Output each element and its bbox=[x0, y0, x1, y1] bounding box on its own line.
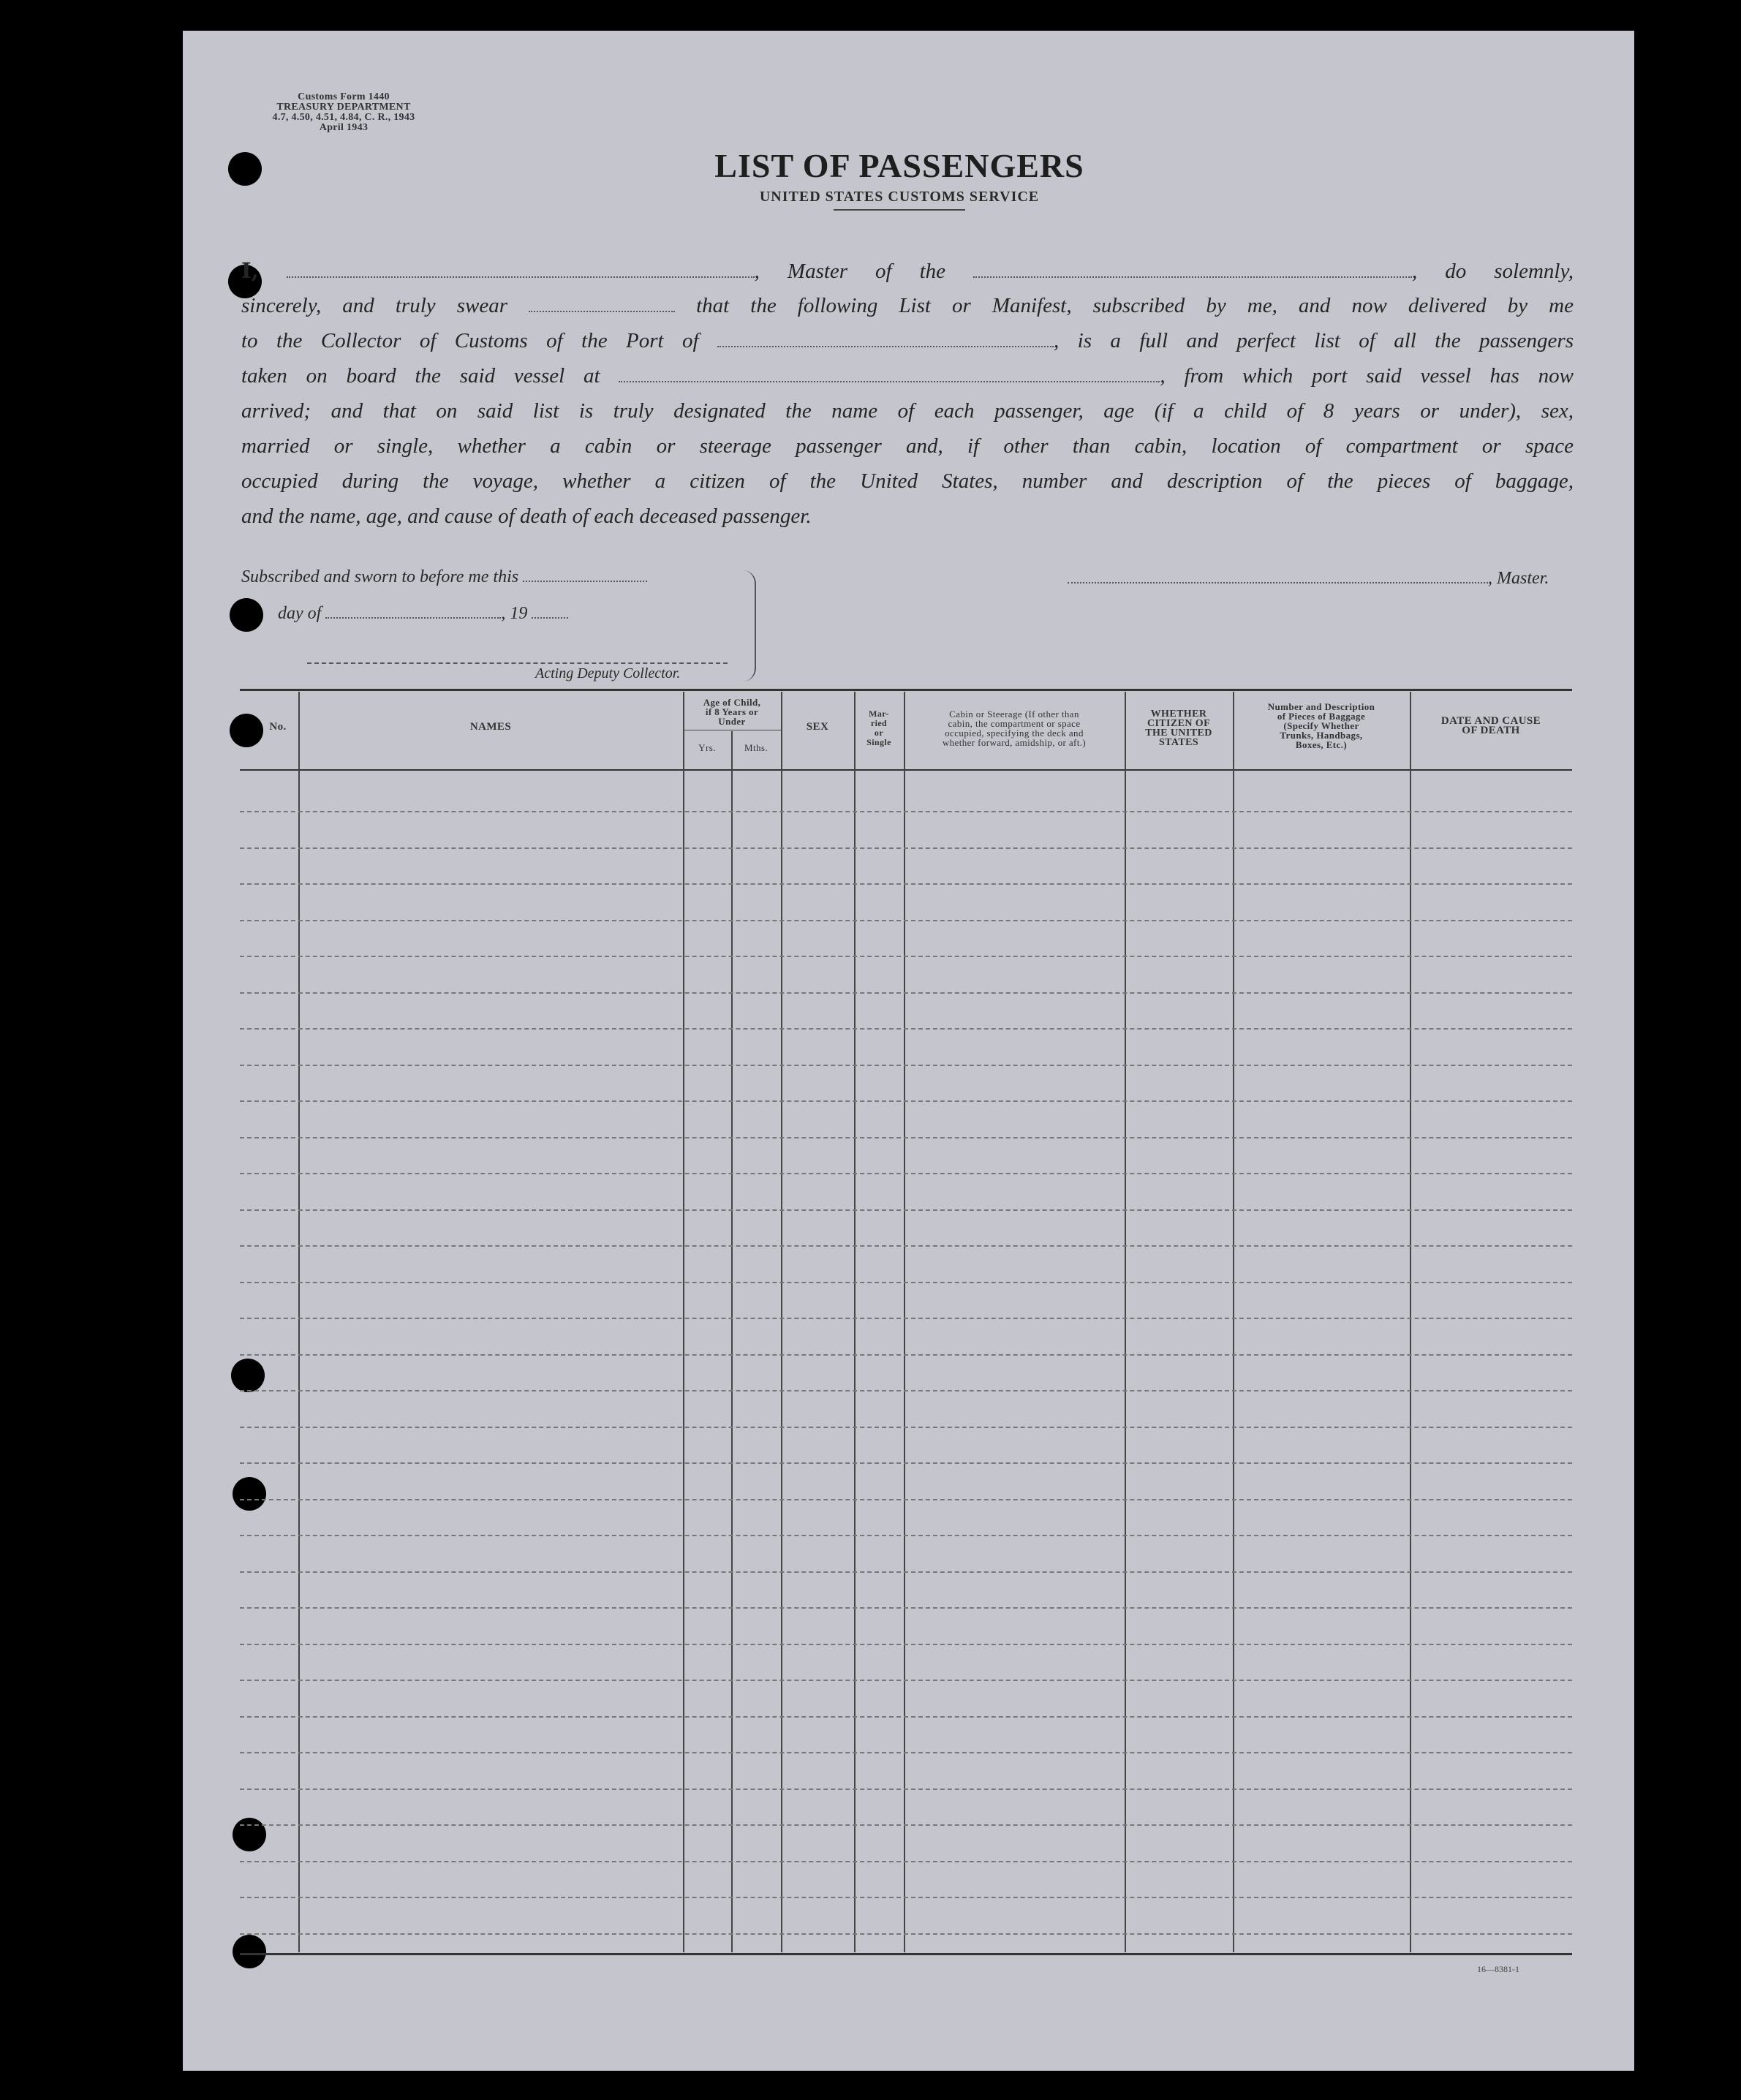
header-text: occupied, specifying the deck and bbox=[945, 728, 1084, 739]
table-row[interactable] bbox=[240, 1427, 1572, 1428]
table-row[interactable] bbox=[240, 1282, 1572, 1283]
table-row[interactable] bbox=[240, 1209, 1572, 1211]
header-text: or bbox=[874, 728, 884, 738]
oath-text: , do solemnly, bbox=[1412, 260, 1574, 283]
oath-text: sincerely, and truly swear bbox=[241, 294, 507, 317]
header-text: Cabin or Steerage (If other than bbox=[949, 709, 1079, 719]
table-row[interactable] bbox=[240, 1933, 1572, 1935]
subscribed-label: Subscribed and sworn to before me this bbox=[241, 567, 519, 586]
brace bbox=[743, 570, 756, 681]
oath-paragraph bbox=[241, 253, 1574, 534]
table-row[interactable] bbox=[240, 956, 1572, 957]
table-row[interactable] bbox=[240, 1824, 1572, 1826]
header-text: WHETHER bbox=[1150, 709, 1207, 719]
table-header-rule bbox=[240, 769, 1572, 771]
col-header-citizen bbox=[1125, 709, 1233, 747]
department: TREASURY DEPARTMENT bbox=[276, 102, 411, 113]
col-header-married bbox=[854, 709, 904, 747]
table-row[interactable] bbox=[240, 1390, 1572, 1391]
col-header-mths: Mths. bbox=[744, 742, 768, 753]
header-text: Trunks, Handbags, bbox=[1280, 730, 1363, 741]
sworn-month-field[interactable] bbox=[325, 605, 501, 619]
header-text: Single bbox=[866, 737, 891, 747]
oath-text: I, bbox=[241, 258, 259, 283]
oath-text: , from which port said vessel has now bbox=[1160, 364, 1574, 388]
table-row[interactable] bbox=[240, 1354, 1572, 1356]
column-divider bbox=[1125, 692, 1126, 1952]
col-header-cabin bbox=[905, 709, 1123, 747]
oath-text: arrived; and that on said list is truly designated the name of each passenger, age (if a child of 8 years or under), sex, bbox=[241, 399, 1574, 423]
year-label: , 19 bbox=[501, 604, 528, 623]
header-text: Age of Child, bbox=[703, 697, 761, 708]
table-row[interactable] bbox=[240, 1897, 1572, 1898]
col-header-baggage bbox=[1233, 702, 1410, 749]
table-row[interactable] bbox=[240, 1499, 1572, 1500]
sworn-year-field[interactable] bbox=[532, 605, 568, 619]
table-row[interactable] bbox=[240, 1680, 1572, 1681]
table-row[interactable] bbox=[240, 1752, 1572, 1753]
col-header-no: No. bbox=[269, 721, 287, 733]
column-divider bbox=[1233, 692, 1234, 1952]
table-row[interactable] bbox=[240, 1789, 1572, 1790]
page-title: LIST OF PASSENGERS bbox=[714, 147, 1084, 184]
master-signature-line bbox=[1068, 566, 1549, 589]
header-text: ried bbox=[870, 718, 888, 728]
print-code: 16—8381-1 bbox=[1477, 1964, 1519, 1974]
oath-text: to the Collector of Customs of the Port of bbox=[241, 329, 699, 352]
passenger-table bbox=[240, 689, 1572, 1955]
col-header-sex: SEX bbox=[806, 721, 829, 733]
col-header-yrs: Yrs. bbox=[698, 742, 716, 753]
day-of-line bbox=[278, 604, 568, 624]
header-text: of Pieces of Baggage bbox=[1277, 711, 1366, 722]
table-row[interactable] bbox=[240, 883, 1572, 885]
table-row[interactable] bbox=[240, 1318, 1572, 1319]
day-of-label: day of bbox=[278, 604, 322, 623]
master-signature-field[interactable] bbox=[1068, 566, 1488, 583]
table-row[interactable] bbox=[240, 847, 1572, 849]
column-divider bbox=[298, 692, 300, 1952]
table-row[interactable] bbox=[240, 1065, 1572, 1066]
header-text: DATE AND CAUSE bbox=[1440, 715, 1541, 727]
sworn-day-field[interactable] bbox=[523, 569, 647, 582]
header-text: (Specify Whether bbox=[1283, 720, 1359, 731]
oath-text: and the name, age, and cause of death of each deceased passenger. bbox=[241, 505, 812, 528]
oath-text: , is a full and perfect list of all the passengers bbox=[1053, 329, 1574, 352]
header-text: Under bbox=[718, 716, 746, 727]
header-text: cabin, the compartment or space bbox=[948, 718, 1081, 729]
vessel-name-field[interactable] bbox=[973, 260, 1412, 278]
table-row[interactable] bbox=[240, 1173, 1572, 1174]
header-text: CITIZEN OF bbox=[1147, 718, 1211, 729]
column-divider bbox=[731, 731, 733, 1952]
header-text: Boxes, Etc.) bbox=[1295, 739, 1348, 750]
table-row[interactable] bbox=[240, 1571, 1572, 1573]
table-bottom-rule bbox=[240, 1953, 1572, 1955]
column-divider bbox=[683, 692, 684, 1952]
table-row[interactable] bbox=[240, 811, 1572, 812]
table-row[interactable] bbox=[240, 1137, 1572, 1138]
column-divider bbox=[904, 692, 905, 1952]
col-header-death bbox=[1410, 717, 1572, 736]
table-row[interactable] bbox=[240, 1861, 1572, 1862]
column-divider bbox=[781, 692, 782, 1952]
master-label: , Master. bbox=[1488, 569, 1549, 588]
table-row[interactable] bbox=[240, 992, 1572, 994]
column-divider bbox=[854, 692, 856, 1952]
table-top-rule bbox=[240, 689, 1572, 691]
subscribed-line bbox=[241, 567, 647, 587]
col-header-age bbox=[683, 698, 781, 726]
oath-text: occupied during the voyage, whether a citizen of the United States, number and description of the pieces of baggage, bbox=[241, 469, 1574, 493]
table-row[interactable] bbox=[240, 1100, 1572, 1102]
header-text: STATES bbox=[1158, 737, 1199, 748]
table-row[interactable] bbox=[240, 1028, 1572, 1030]
punch-hole bbox=[228, 152, 262, 186]
oath-text: , Master of the bbox=[754, 260, 946, 283]
header-text: if 8 Years or bbox=[705, 706, 759, 717]
port-field[interactable] bbox=[717, 330, 1054, 347]
header-text: whether forward, amidship, or aft.) bbox=[942, 737, 1087, 748]
header-text: THE UNITED bbox=[1145, 728, 1212, 739]
table-row[interactable] bbox=[240, 1245, 1572, 1247]
header-text: Number and Description bbox=[1267, 701, 1375, 712]
oath-text: that the following List or Manifest, subscribed by me, and now delivered by me bbox=[696, 294, 1574, 317]
title-rule bbox=[834, 209, 965, 211]
regulation-refs: 4.7, 4.50, 4.51, 4.84, C. R., 1943 bbox=[272, 112, 415, 123]
table-row[interactable] bbox=[240, 1462, 1572, 1464]
master-name-field[interactable] bbox=[287, 260, 755, 278]
oath-text: married or single, whether a cabin or steerage passenger and, if other than cabin, location of compartment or space bbox=[241, 434, 1574, 458]
form-identifier bbox=[234, 92, 453, 133]
collector-signature-line[interactable] bbox=[307, 662, 728, 664]
embark-port-field[interactable] bbox=[619, 365, 1160, 382]
form-date: April 1943 bbox=[319, 122, 369, 133]
table-row[interactable] bbox=[240, 1644, 1572, 1645]
swear-field[interactable] bbox=[529, 295, 675, 312]
table-row[interactable] bbox=[240, 1535, 1572, 1536]
header-text: OF DEATH bbox=[1462, 725, 1520, 736]
collector-label: Acting Deputy Collector. bbox=[535, 665, 681, 681]
form-number: Customs Form 1440 bbox=[298, 91, 390, 102]
header-text: Mar- bbox=[869, 709, 889, 719]
oath-text: taken on board the said vessel at bbox=[241, 364, 600, 388]
column-divider bbox=[1410, 692, 1411, 1952]
table-row[interactable] bbox=[240, 1716, 1572, 1718]
page-subtitle: UNITED STATES CUSTOMS SERVICE bbox=[759, 189, 1040, 205]
table-row[interactable] bbox=[240, 1607, 1572, 1609]
col-header-names: NAMES bbox=[469, 721, 512, 733]
table-row[interactable] bbox=[240, 920, 1572, 921]
punch-hole bbox=[230, 598, 263, 632]
